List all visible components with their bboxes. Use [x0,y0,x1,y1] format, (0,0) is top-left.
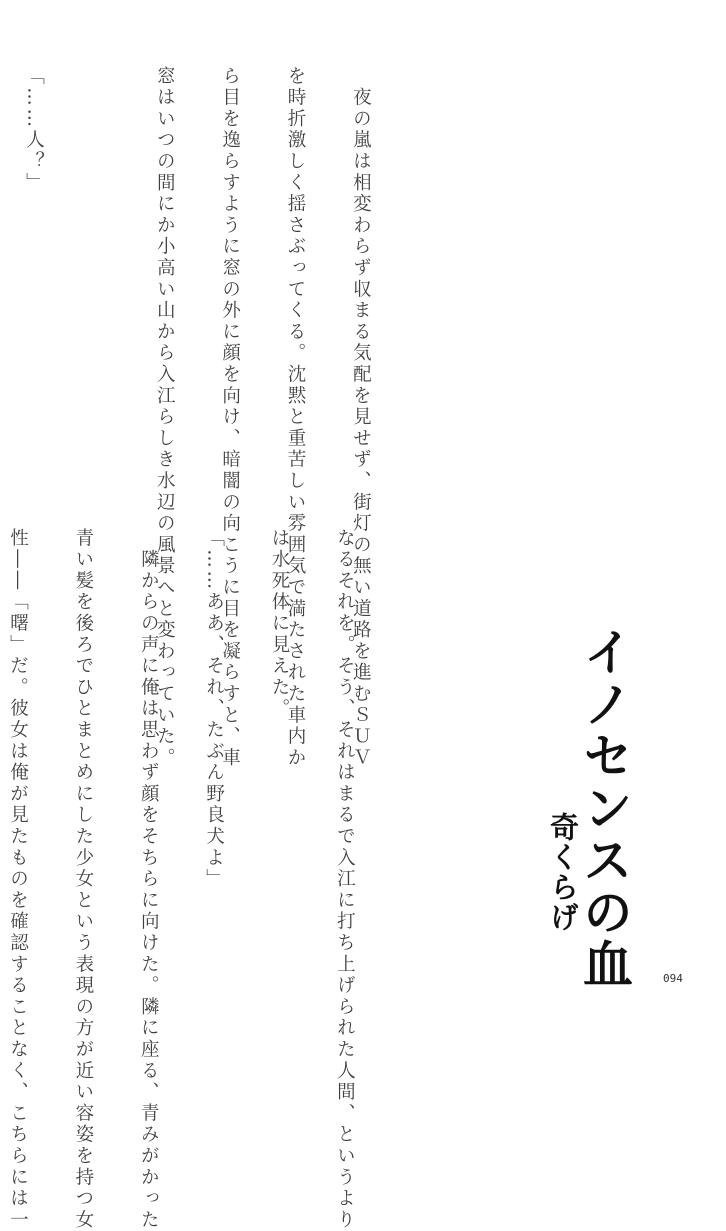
text-line: なるそれを。そう、それはまるで入江に打ち上げられた人間、というより [334,528,356,1231]
page-number: 094 [663,972,683,985]
text-line: 「……人？」 [23,66,45,194]
author-name: 奇くらげ [546,812,580,932]
text-line: 窓はいつの間にか小高い山から入江らしき水辺の風景へと変わっていた。 [154,66,176,769]
body-text-lower [0,528,399,1231]
text-line: を時折激しく揺さぶってくる。沈黙と重苦しい雰囲気で満たされた車内か [285,66,307,769]
text-line: 夜の嵐は相変わらず収まる気配を見せず、街灯の無い道路を進むＳＵＶ [350,66,372,769]
text-line: 青い髪を後ろでひとまとめにした少女という表現の方が近い容姿を持つ女 [72,528,94,1231]
text-line: は水死体に見えた。 [269,528,291,720]
text-blank-line [88,66,110,498]
text-line: ら目を逸らすように窓の外に顔を向け、暗闇の向こうに目を凝らすと、車 [219,66,241,769]
text-line: 「……ああ、それ、たぶん野良犬よ」 [203,528,225,891]
text-line: 性――「曙」だ。彼女は俺が見たものを確認することなく、こちらには一 [7,528,29,1231]
story-title: イノセンスの血 [575,626,634,990]
text-line: 隣からの声に俺は思わず顔をそちらに向けた。隣に座る、青みがかった [138,528,160,1231]
